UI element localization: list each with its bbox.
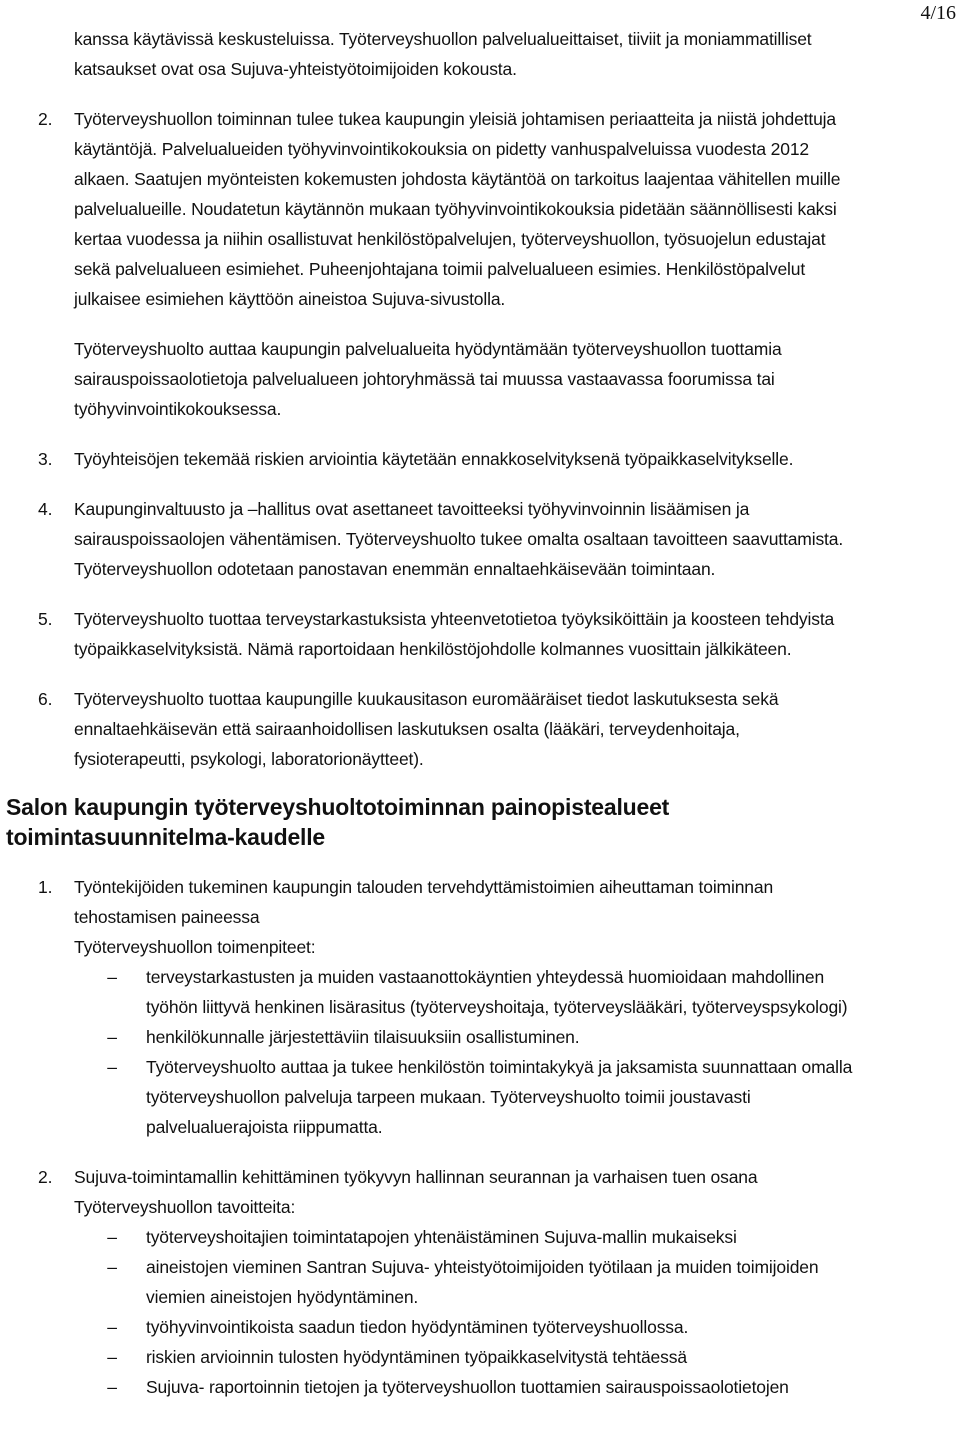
heading-line: Salon kaupungin työterveyshuoltotoiminnan painopistealueet [6, 794, 670, 820]
dash-bullet-icon: – [107, 1257, 117, 1277]
list-item [0, 1252, 946, 1312]
text-line: Sujuva- raportoinnin tietojen ja työterveyshuollon tuottamien sairauspoissaolotietojen [146, 1377, 789, 1397]
heading-line: toimintasuunnitelma-kaudelle [6, 824, 326, 850]
dash-bullet-icon: – [107, 967, 117, 987]
text-line: palvelualuerajoista riippumatta. [146, 1117, 383, 1137]
text-line: Sujuva-toimintamallin kehittäminen työkyvyn hallinnan seurannan ja varhaisen tuen osana [74, 1167, 758, 1187]
sub-label: Työterveyshuollon toimenpiteet: [74, 937, 316, 957]
document-body [0, 24, 958, 1402]
page-number: 4/16 [920, 2, 956, 24]
text-line: tehostamisen paineessa [74, 907, 260, 927]
item-number: 4. [38, 499, 53, 519]
text-line: sairauspoissaolojen vähentämisen. Työterveyshuolto tukee omalta osaltaan tavoitteen saavuttamista. [74, 529, 844, 549]
text-line: katsaukset ovat osa Sujuva-yhteistyötoimijoiden kokousta. [74, 59, 517, 79]
list-item [0, 1222, 946, 1252]
list-item [0, 962, 946, 1022]
numbered-item-6 [0, 684, 946, 774]
numbered-item-4 [0, 494, 946, 584]
dash-bullet-icon: – [107, 1227, 117, 1247]
measures-list [0, 962, 958, 1142]
text-line: Työntekijöiden tukeminen kaupungin talouden tervehdyttämistoimien aiheuttaman toiminnan [74, 877, 774, 897]
text-line: Työterveyshuolto auttaa ja tukee henkilöstön toimintakykyä ja jaksamista suunnattaan omalla [146, 1057, 853, 1077]
dash-bullet-icon: – [107, 1027, 117, 1047]
text-line: palvelualueille. Noudatetun käytännön mukaan työhyvinvointikokouksia pidetään säännöllisesti kaksi [74, 199, 837, 219]
text-line: julkaisee esimiehen käyttöön aineistoa Sujuva-sivustolla. [74, 289, 506, 309]
text-line: työpaikkaselvityksistä. Nämä raportoidaan henkilöstöjohdolle kolmannes vuosittain jälkikäteen. [74, 639, 792, 659]
item-number: 1. [38, 877, 53, 897]
list-item [0, 1052, 946, 1142]
intro-paragraph [74, 24, 946, 84]
text-line: työhön liittyvä henkinen lisärasitus (työterveyshoitaja, työterveyslääkäri, työterveyspsykologi) [146, 997, 848, 1017]
sub-label: Työterveyshuollon tavoitteita: [74, 1197, 296, 1217]
text-line: kanssa käytävissä keskusteluissa. Työterveyshuollon palvelualueittaiset, tiiviit ja moniammatilliset [74, 29, 812, 49]
text-line: Työyhteisöjen tekemää riskien arviointia käytetään ennakkoselvityksenä työpaikkaselvitykselle. [74, 449, 794, 469]
text-line: riskien arvioinnin tulosten hyödyntäminen työpaikkaselvitystä tehtäessä [146, 1347, 687, 1367]
text-line: työhyvinvointikokouksessa. [74, 399, 282, 419]
text-line: Työterveyshuollon odotetaan panostavan enemmän ennaltaehkäisevään toimintaan. [74, 559, 716, 579]
text-line: Kaupunginvaltuusto ja –hallitus ovat asettaneet tavoitteeksi työhyvinvoinnin lisäämisen ja [74, 499, 750, 519]
text-line: käytäntöjä. Palvelualueiden työhyvinvointikokouksia on pidetty vanhuspalveluissa vuodesta 2012 [74, 139, 809, 159]
focus-area-1 [0, 872, 946, 962]
dash-bullet-icon: – [107, 1057, 117, 1077]
numbered-item-3 [0, 444, 946, 474]
text-line: työhyvinvointikoista saadun tiedon hyödyntäminen työterveyshuollossa. [146, 1317, 689, 1337]
item-number: 3. [38, 449, 53, 469]
text-line: työterveyshuollon palveluja tarpeen mukaan. Työterveyshuolto toimii joustavasti [146, 1087, 751, 1107]
text-line: kertaa vuodessa ja niihin osallistuvat henkilöstöpalvelujen, työterveyshuollon, työsuojelun edustajat [74, 229, 826, 249]
list-item [0, 1342, 946, 1372]
text-line: Työterveyshuolto auttaa kaupungin palvelualueita hyödyntämään työterveyshuollon tuottamia [74, 339, 782, 359]
text-line: fysioterapeutti, psykologi, laboratorionäytteet). [74, 749, 424, 769]
dash-bullet-icon: – [107, 1347, 117, 1367]
dash-bullet-icon: – [107, 1377, 117, 1397]
numbered-item-2 [0, 104, 946, 314]
text-line: terveystarkastusten ja muiden vastaanottokäyntien yhteydessä huomioidaan mahdollinen [146, 967, 825, 987]
text-line: sekä palvelualueen esimiehet. Puheenjohtajana toimii palvelualueen esimies. Henkilöstöpalvelut [74, 259, 806, 279]
focus-area-2 [0, 1162, 946, 1222]
text-line: aineistojen vieminen Santran Sujuva- yhteistyötoimijoiden työtilaan ja muiden toimijoiden [146, 1257, 819, 1277]
text-line: viemien aineistojen hyödyntäminen. [146, 1287, 419, 1307]
dash-bullet-icon: – [107, 1317, 117, 1337]
item-number: 6. [38, 689, 53, 709]
text-line: Työterveyshuollon toiminnan tulee tukea kaupungin yleisiä johtamisen periaatteita ja niistä johdettuja [74, 109, 836, 129]
item-number: 2. [38, 109, 53, 129]
item-number: 2. [38, 1167, 53, 1187]
goals-list [0, 1222, 958, 1402]
list-item [0, 1022, 946, 1052]
text-line: sairauspoissaolotietoja palvelualueen johtoryhmässä tai muussa vastaavassa foorumissa tai [74, 369, 775, 389]
section-heading [6, 792, 938, 852]
numbered-item-5 [0, 604, 946, 664]
text-line: ennaltaehkäisevän että sairaanhoidollisen laskutuksen osalta (lääkäri, terveydenhoitaja, [74, 719, 740, 739]
text-line: työterveyshoitajien toimintatapojen yhtenäistäminen Sujuva-mallin mukaiseksi [146, 1227, 737, 1247]
text-line: Työterveyshuolto tuottaa terveystarkastuksista yhteenvetotietoa työyksiköittäin ja koosteen tehdyista [74, 609, 835, 629]
text-line: henkilökunnalle järjestettäviin tilaisuuksiin osallistuminen. [146, 1027, 580, 1047]
list-item [0, 1312, 946, 1342]
text-line: alkaen. Saatujen myönteisten kokemusten johdosta käytäntöä on tarkoitus laajentaa vähitellen muille [74, 169, 841, 189]
text-line: Työterveyshuolto tuottaa kaupungille kuukausitason euromääräiset tiedot laskutuksesta sekä [74, 689, 779, 709]
list-item [0, 1372, 946, 1402]
support-paragraph [74, 334, 946, 424]
item-number: 5. [38, 609, 53, 629]
